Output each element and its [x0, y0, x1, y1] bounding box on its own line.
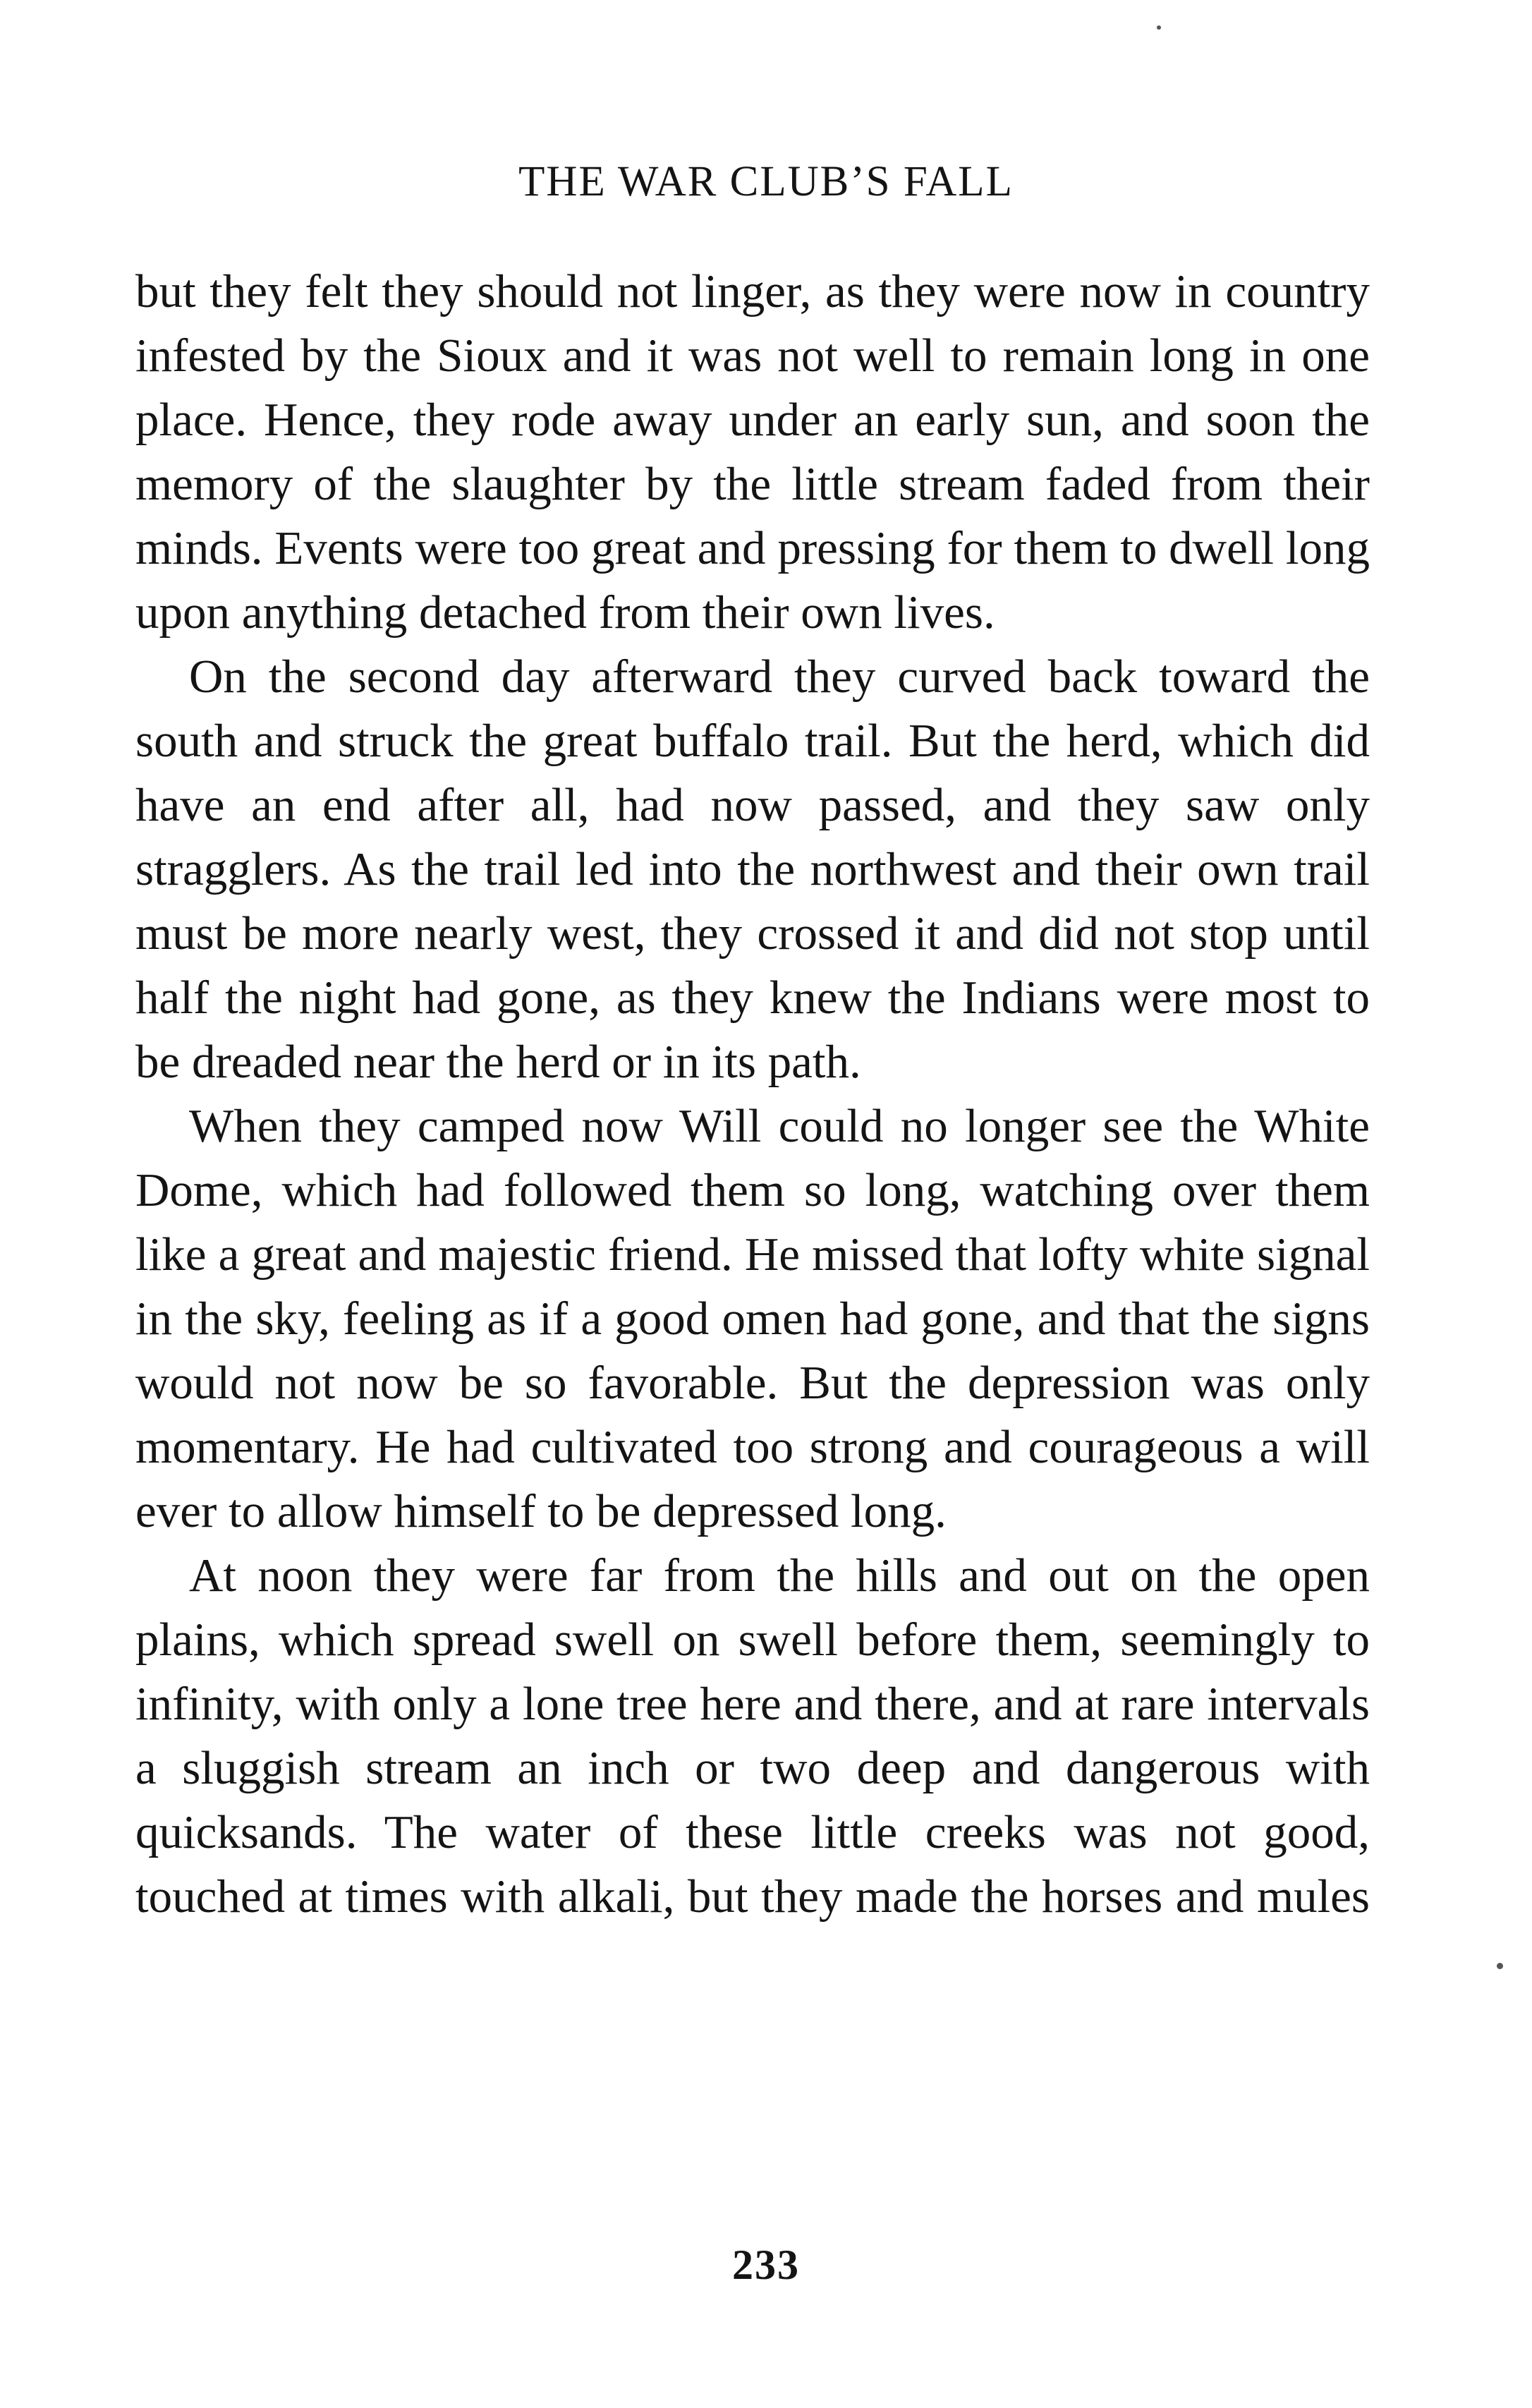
print-speck — [1497, 1963, 1503, 1969]
paragraph: On the second day afterward they curved back toward the south and struck the great buffalo trail. But the herd, which did have an end after all, had now passed, and they saw only stragglers. As the trail led into the northwest and their own trail must be more nearly west, they crossed it and did not stop until half the night had gone, as they knew the Indians were most to be dreaded near the herd or in its path. — [135, 651, 1370, 1088]
body-text — [135, 260, 1370, 1929]
paragraph-continued: but they felt they should not linger, as they were now in country infested by the Sioux and it was not well to remain long in one place. Hence, they rode away under an early sun, and soon the memory of the slaughter by the little stream faded from their minds. Events were too great and pressing for them to dwell long upon anything detached from their own lives. — [135, 265, 1370, 639]
running-head: THE WAR CLUB’S FALL — [518, 158, 1014, 205]
page-number: 233 — [732, 2241, 800, 2288]
paragraph-continues: At noon they were far from the hills and out on the open plains, which spread swell on swell before them, seemingly to infinity, with only a lone tree here and there, and at rare intervals a sluggish stream an inch or two deep and dangerous with quicksands. The water of these little creeks was not good, touched at times with alkali, but they made the horses and mules — [135, 1549, 1370, 1923]
paragraph: When they camped now Will could no longer see the White Dome, which had followed them so long, watching over them like a great and majestic friend. He missed that lofty white signal in the sky, feeling as if a good omen had gone, and that the signs would not now be so favorable. But the depression was only momentary. He had cultivated too strong and courageous a will ever to allow himself to be depressed long. — [135, 1100, 1370, 1537]
print-speck — [1157, 25, 1161, 30]
